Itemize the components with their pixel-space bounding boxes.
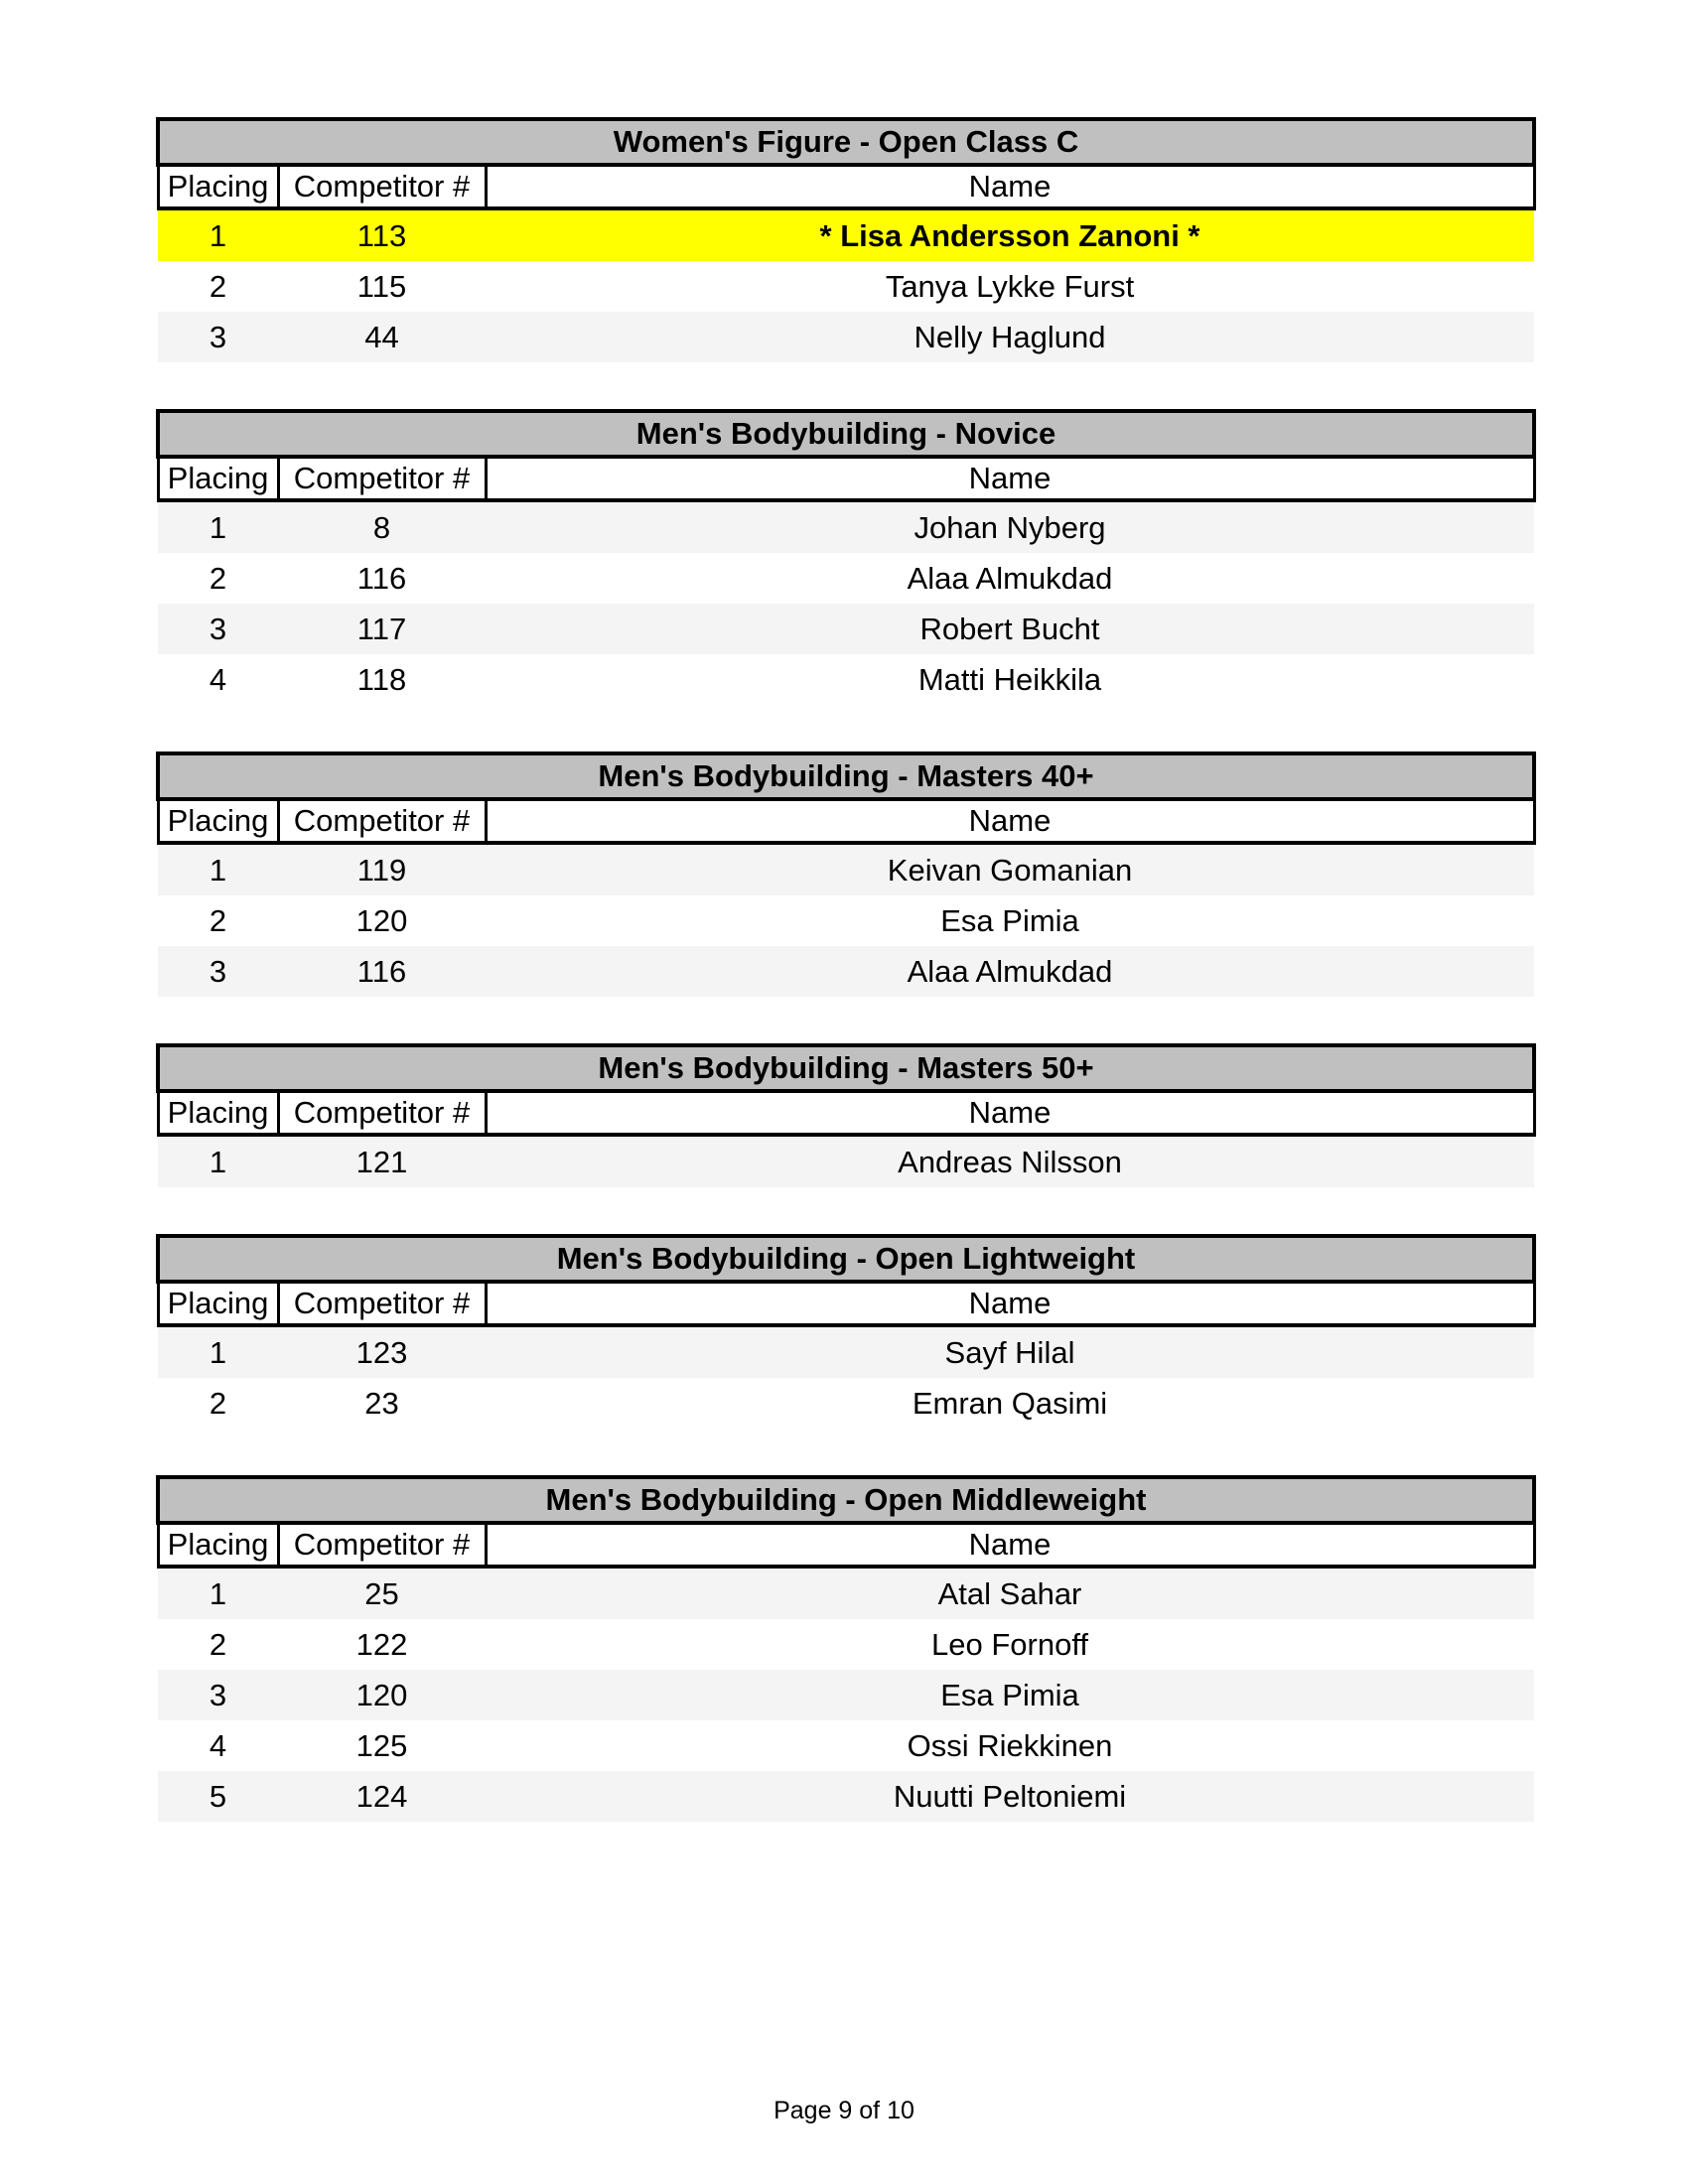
placing-cell: 3 <box>158 1670 278 1720</box>
page-footer: Page 9 of 10 <box>774 2097 914 2124</box>
column-header-competitor-number: Competitor # <box>278 165 486 208</box>
competitor-number-cell: 113 <box>278 208 486 261</box>
placing-cell: 2 <box>158 895 278 946</box>
table-row <box>158 1378 1534 1429</box>
placing-cell: 2 <box>158 261 278 312</box>
name-cell: Nelly Haglund <box>486 312 1534 362</box>
competitor-number-cell: 122 <box>278 1619 486 1670</box>
column-header-competitor-number: Competitor # <box>278 799 486 843</box>
table-row <box>158 1135 1534 1187</box>
column-header-placing: Placing <box>158 799 278 843</box>
placing-cell: 3 <box>158 312 278 362</box>
placing-cell: 5 <box>158 1771 278 1822</box>
column-header-placing: Placing <box>158 1523 278 1567</box>
column-header-name: Name <box>486 1282 1534 1325</box>
table-title: Women's Figure - Open Class C <box>158 119 1534 165</box>
table-title-row <box>158 411 1534 457</box>
table-title: Men's Bodybuilding - Masters 40+ <box>158 753 1534 799</box>
table-row <box>158 654 1534 705</box>
table-title-row <box>158 1236 1534 1282</box>
placing-cell: 1 <box>158 1567 278 1619</box>
name-cell: Johan Nyberg <box>486 500 1534 553</box>
competitor-number-cell: 123 <box>278 1325 486 1378</box>
results-table <box>156 409 1536 705</box>
column-header-competitor-number: Competitor # <box>278 1282 486 1325</box>
placing-cell: 2 <box>158 553 278 604</box>
results-table <box>156 1043 1536 1187</box>
table-row <box>158 208 1534 261</box>
results-table <box>156 1234 1536 1429</box>
column-header-competitor-number: Competitor # <box>278 457 486 500</box>
name-cell: Esa Pimia <box>486 1670 1534 1720</box>
competitor-number-cell: 25 <box>278 1567 486 1619</box>
column-header-name: Name <box>486 799 1534 843</box>
column-header-name: Name <box>486 165 1534 208</box>
competitor-number-cell: 115 <box>278 261 486 312</box>
competitor-number-cell: 8 <box>278 500 486 553</box>
column-header-row <box>158 1282 1534 1325</box>
results-table <box>156 1475 1536 1822</box>
table-row <box>158 1670 1534 1720</box>
table-row <box>158 843 1534 895</box>
column-header-row <box>158 1523 1534 1567</box>
table-row <box>158 500 1534 553</box>
placing-cell: 4 <box>158 654 278 705</box>
table-title: Men's Bodybuilding - Open Middleweight <box>158 1477 1534 1523</box>
name-cell: Keivan Gomanian <box>486 843 1534 895</box>
name-cell: Nuutti Peltoniemi <box>486 1771 1534 1822</box>
competitor-number-cell: 124 <box>278 1771 486 1822</box>
table-row <box>158 604 1534 654</box>
table-row <box>158 1567 1534 1619</box>
name-cell: Emran Qasimi <box>486 1378 1534 1429</box>
name-cell: Atal Sahar <box>486 1567 1534 1619</box>
name-cell: Alaa Almukdad <box>486 946 1534 997</box>
table-row <box>158 312 1534 362</box>
column-header-row <box>158 799 1534 843</box>
competitor-number-cell: 44 <box>278 312 486 362</box>
name-cell: Sayf Hilal <box>486 1325 1534 1378</box>
results-table <box>156 117 1536 362</box>
placing-cell: 1 <box>158 1135 278 1187</box>
column-header-placing: Placing <box>158 1091 278 1135</box>
column-header-competitor-number: Competitor # <box>278 1091 486 1135</box>
name-cell: Robert Bucht <box>486 604 1534 654</box>
name-cell: Tanya Lykke Furst <box>486 261 1534 312</box>
column-header-name: Name <box>486 457 1534 500</box>
placing-cell: 1 <box>158 208 278 261</box>
results-tables-container <box>156 117 1536 1868</box>
name-cell: Leo Fornoff <box>486 1619 1534 1670</box>
column-header-name: Name <box>486 1523 1534 1567</box>
competitor-number-cell: 23 <box>278 1378 486 1429</box>
competitor-number-cell: 116 <box>278 946 486 997</box>
results-table <box>156 751 1536 997</box>
name-cell: Alaa Almukdad <box>486 553 1534 604</box>
column-header-competitor-number: Competitor # <box>278 1523 486 1567</box>
column-header-placing: Placing <box>158 457 278 500</box>
placing-cell: 1 <box>158 500 278 553</box>
name-cell: Ossi Riekkinen <box>486 1720 1534 1771</box>
table-title: Men's Bodybuilding - Masters 50+ <box>158 1045 1534 1091</box>
placing-cell: 2 <box>158 1619 278 1670</box>
name-cell: * Lisa Andersson Zanoni * <box>486 208 1534 261</box>
competitor-number-cell: 119 <box>278 843 486 895</box>
competitor-number-cell: 120 <box>278 895 486 946</box>
competitor-number-cell: 121 <box>278 1135 486 1187</box>
table-row <box>158 1325 1534 1378</box>
competitor-number-cell: 116 <box>278 553 486 604</box>
placing-cell: 3 <box>158 604 278 654</box>
name-cell: Andreas Nilsson <box>486 1135 1534 1187</box>
table-title-row <box>158 1477 1534 1523</box>
table-row <box>158 1619 1534 1670</box>
table-title-row <box>158 1045 1534 1091</box>
column-header-row <box>158 457 1534 500</box>
name-cell: Esa Pimia <box>486 895 1534 946</box>
placing-cell: 4 <box>158 1720 278 1771</box>
table-title-row <box>158 753 1534 799</box>
competitor-number-cell: 117 <box>278 604 486 654</box>
table-title: Men's Bodybuilding - Novice <box>158 411 1534 457</box>
table-title-row <box>158 119 1534 165</box>
table-row <box>158 1771 1534 1822</box>
placing-cell: 1 <box>158 843 278 895</box>
placing-cell: 3 <box>158 946 278 997</box>
table-row <box>158 553 1534 604</box>
name-cell: Matti Heikkila <box>486 654 1534 705</box>
column-header-placing: Placing <box>158 165 278 208</box>
competitor-number-cell: 118 <box>278 654 486 705</box>
placing-cell: 2 <box>158 1378 278 1429</box>
column-header-row <box>158 165 1534 208</box>
table-row <box>158 1720 1534 1771</box>
competitor-number-cell: 125 <box>278 1720 486 1771</box>
table-row <box>158 946 1534 997</box>
column-header-row <box>158 1091 1534 1135</box>
table-row <box>158 261 1534 312</box>
column-header-name: Name <box>486 1091 1534 1135</box>
placing-cell: 1 <box>158 1325 278 1378</box>
column-header-placing: Placing <box>158 1282 278 1325</box>
table-title: Men's Bodybuilding - Open Lightweight <box>158 1236 1534 1282</box>
competitor-number-cell: 120 <box>278 1670 486 1720</box>
table-row <box>158 895 1534 946</box>
